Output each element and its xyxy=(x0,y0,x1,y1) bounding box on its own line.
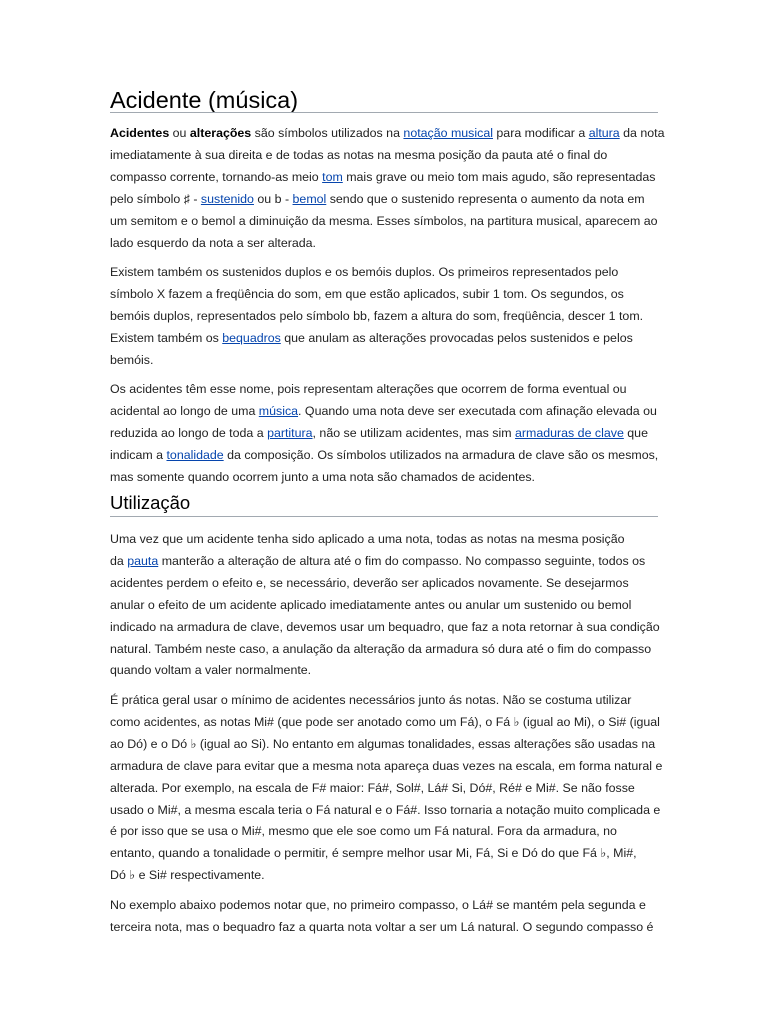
text-run: que xyxy=(623,425,648,440)
link-bequadros[interactable]: bequadros xyxy=(222,330,281,345)
section-heading-utilizacao: Utilização xyxy=(110,492,191,513)
paragraph-duplos xyxy=(110,262,662,372)
text-line: bemóis duplos, representados pelo símbolo bb, fazem a altura do som, freqüência, descer 1 tom. xyxy=(110,308,644,323)
link-armaduras-de-clave[interactable]: armaduras de clave xyxy=(515,425,624,440)
text-line: como acidentes, as notas Mi# (que pode ser anotado como um Fá), o Fá ♭ (igual ao Mi), o Si# (igual xyxy=(110,714,660,729)
text-line: um semitom e o bemol a diminuição da mesma. Esses símbolos, na partitura musical, aparecem ao xyxy=(110,213,658,228)
text-line: armadura de clave para evitar que a mesma nota apareça duas vezes na escala, em forma natural e xyxy=(110,758,663,773)
paragraph-nome xyxy=(110,379,662,489)
text-line: bemóis. xyxy=(110,352,154,367)
text-line xyxy=(110,189,662,211)
bold-term-acidentes: Acidentes xyxy=(110,126,170,140)
text-run: indicam a xyxy=(110,447,167,462)
paragraph-intro xyxy=(110,123,665,254)
text-line: usado o Mi#, a mesma escala teria o Fá natural e o Fá#. Isso tornaria a notação muito complicada e xyxy=(110,802,661,817)
text-run: da composição. Os símbolos utilizados na armadura de clave são os mesmos, xyxy=(223,447,659,462)
text-run: manterão a alteração de altura até o fim do compasso. No compasso seguinte, todos os xyxy=(158,553,646,568)
text-line: anular o efeito de um acidente aplicado imediatamente antes ou anular um sustenido ou bemol xyxy=(110,597,632,612)
text-line: indicado na armadura de clave, devemos usar um bequadro, que faz a nota retornar à sua condição xyxy=(110,619,660,634)
text-run: acidental ao longo de uma xyxy=(110,403,259,418)
text-run: . Quando uma nota deve ser executada com afinação elevada ou xyxy=(298,403,657,418)
section-divider xyxy=(110,516,658,517)
text-run: ou b - xyxy=(253,191,293,206)
link-partitura[interactable]: partitura xyxy=(267,425,313,440)
text-line xyxy=(110,123,665,145)
text-line: é por isso que se usa o Mi#, mesmo que ele soe como um Fá natural. Fora da armadura, no xyxy=(110,824,617,839)
text-run: pelo símbolo ♯ - xyxy=(110,191,201,206)
text-line: quando voltam a valer normalmente. xyxy=(110,663,312,678)
text-line: Uma vez que um acidente tenha sido aplicado a uma nota, todas as notas na mesma posição xyxy=(110,532,625,546)
bold-term-alteracoes: alterações xyxy=(189,126,252,140)
text-line: Dó ♭ e Si# respectivamente. xyxy=(110,868,265,883)
text-line: Os acidentes têm esse nome, pois representam alterações que ocorrem de forma eventual ou xyxy=(110,382,627,396)
text-run: mais grave ou meio tom mais agudo, são representadas xyxy=(342,169,656,184)
text-run: Existem também os xyxy=(110,330,223,345)
text-run: compasso corrente, tornando-as meio xyxy=(110,169,323,184)
paragraph-exemplo xyxy=(110,895,662,939)
title-divider xyxy=(110,112,658,113)
page-title: Acidente (música) xyxy=(110,87,299,113)
link-sustenido[interactable]: sustenido xyxy=(200,191,254,206)
text-run: são símbolos utilizados na xyxy=(251,126,404,140)
link-notacao-musical[interactable]: notação musical xyxy=(403,126,493,140)
link-bemol[interactable]: bemol xyxy=(292,191,327,206)
text-line: Existem também os sustenidos duplos e os bemóis duplos. Os primeiros representados pelo xyxy=(110,265,619,279)
text-run: sendo que o sustenido representa o aumento da nota em xyxy=(326,191,645,206)
link-altura[interactable]: altura xyxy=(588,126,620,140)
text-run: ou xyxy=(169,126,190,140)
text-line xyxy=(110,445,662,467)
text-line: lado esquerdo da nota a ser alterada. xyxy=(110,235,316,250)
link-tom[interactable]: tom xyxy=(322,169,343,184)
text-line: imediatamente à sua direita e de todas as notas na mesma posição da pauta até o final do xyxy=(110,147,608,162)
text-line xyxy=(110,167,662,189)
text-run: reduzida ao longo de toda a xyxy=(110,425,268,440)
text-line: É prática geral usar o mínimo de acidentes necessários junto ás notas. Não se costuma utilizar xyxy=(110,693,632,707)
text-line xyxy=(110,551,662,573)
text-line xyxy=(110,423,662,445)
text-line: acidentes perdem o efeito e, se necessário, deverão ser aplicados novamente. Se desejarmos xyxy=(110,575,629,590)
text-line xyxy=(110,328,662,350)
text-run: da xyxy=(110,553,128,568)
text-line: No exemplo abaixo podemos notar que, no primeiro compasso, o Lá# se mantém pela segunda e xyxy=(110,898,646,912)
link-tonalidade[interactable]: tonalidade xyxy=(166,447,224,462)
text-run: da nota xyxy=(619,126,665,140)
text-line xyxy=(110,401,662,423)
text-line: terceira nota, mas o bequadro faz a quarta nota voltar a ser um Lá natural. O segundo compasso é xyxy=(110,919,654,934)
text-line: entanto, quando a tonalidade o permitir, é sempre melhor usar Mi, Fá, Si e Dó do que Fá ♭, Mi#, xyxy=(110,846,637,861)
text-line: mas somente quando ocorrem junto a uma nota são chamados de acidentes. xyxy=(110,469,535,484)
link-pauta[interactable]: pauta xyxy=(127,553,159,568)
text-line: símbolo X fazem a freqüência do som, em que estão aplicados, subir 1 tom. Os segundos, os xyxy=(110,286,624,301)
text-run: que anulam as alterações provocadas pelos sustenidos e pelos xyxy=(280,330,633,345)
text-line: ao Dó) e o Dó ♭ (igual ao Si). No entanto em algumas tonalidades, essas alterações são usadas na xyxy=(110,736,656,751)
text-line: natural. Também neste caso, a anulação da alteração da armadura só dura até o fim do compasso xyxy=(110,641,652,656)
link-musica[interactable]: música xyxy=(258,403,299,418)
text-run: , não se utilizam acidentes, mas sim xyxy=(312,425,516,440)
paragraph-pratica xyxy=(110,690,662,887)
text-run: para modificar a xyxy=(492,126,589,140)
paragraph-utilizacao xyxy=(110,529,662,682)
text-line: alterada. Por exemplo, na escala de F# maior: Fá#, Sol#, Lá# Si, Dó#, Ré# e Mi#. Se não fosse xyxy=(110,780,635,795)
